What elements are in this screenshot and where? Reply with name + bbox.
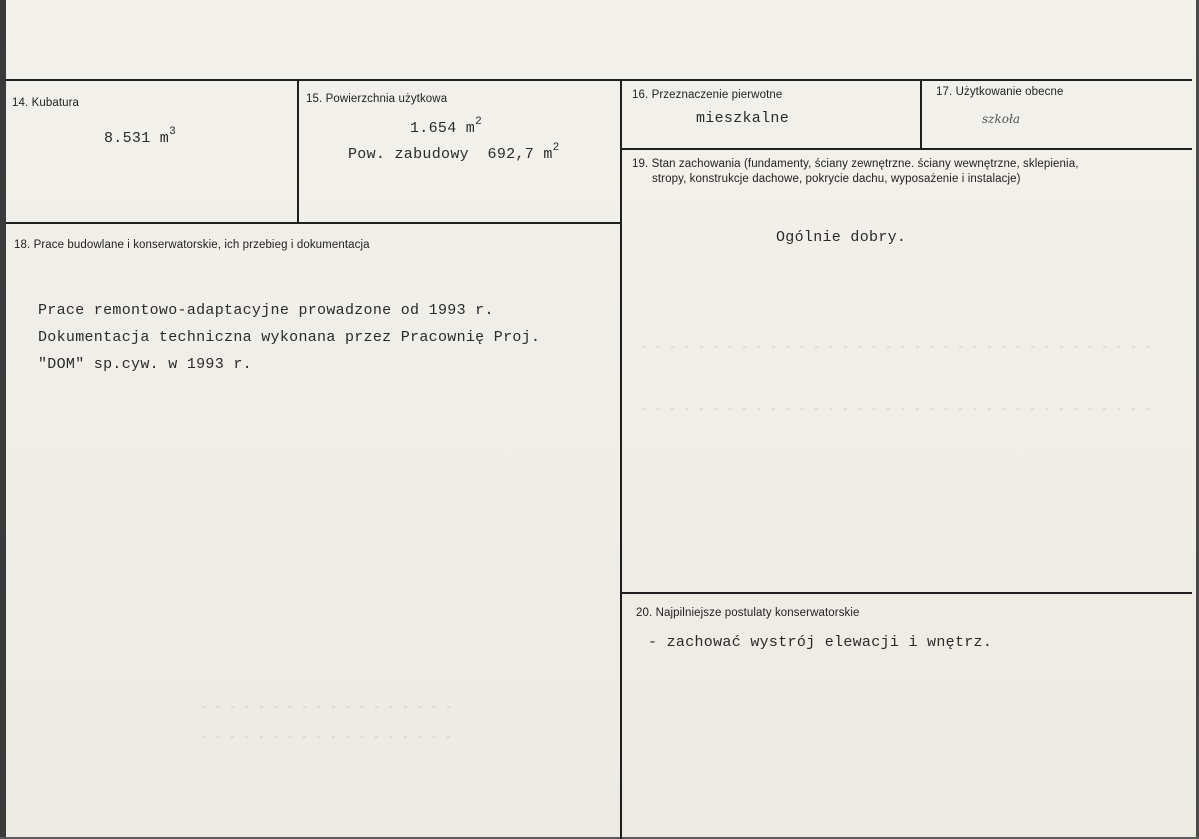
field-19-label-line-2: stropy, konstrukcje dachowe, pokrycie dachu, wyposażenie i instalacje) — [652, 173, 1021, 185]
rule-below-16-17 — [620, 148, 1192, 150]
field-20-label: 20. Najpilniejsze postulaty konserwatorskie — [636, 607, 860, 619]
divider-14-15 — [297, 80, 299, 223]
divider-16-17 — [920, 80, 922, 149]
field-18-line-1: Prace remontowo-adaptacyjne prowadzone od 1993 r. — [38, 302, 494, 319]
field-17-value: szkoła — [982, 112, 1021, 126]
show-through-text: - - - - - - - - - - - - - - - - - - - - - - - - - - - - - - - - - - - - — [640, 402, 1152, 416]
field-18-label: 18. Prace budowlane i konserwatorskie, ich przebieg i dokumentacja — [14, 239, 370, 251]
scan-edge-left — [0, 0, 6, 839]
field-14-value: 8.531 $m^3$ — [104, 126, 177, 147]
show-through-text: - - - - - - - - - - - - - - - - - - — [200, 730, 453, 744]
field-19-label-line-1: 19. Stan zachowania (fundamenty, ściany zewnętrzne. ściany wewnętrzne, sklepienia, — [632, 158, 1079, 170]
field-16-value: mieszkalne — [696, 110, 790, 127]
show-through-text: - - - - - - - - - - - - - - - - - - — [200, 700, 453, 714]
show-through-text: - - - - - - - - - - - - - - - - - - - - - - - - - - - - - - - - - - - - — [640, 340, 1152, 354]
field-15-value: 1.654 $m^2$ — [410, 116, 483, 137]
field-15-label: 15. Powierzchnia użytkowa — [306, 93, 448, 105]
divider-main — [620, 80, 622, 839]
field-16-label: 16. Przeznaczenie pierwotne — [632, 89, 783, 101]
top-rule — [6, 79, 1192, 81]
field-18-line-2: Dokumentacja techniczna wykonana przez Pracownię Proj. — [38, 329, 541, 346]
field-18-line-3: "DOM" sp.cyw. w 1993 r. — [38, 356, 252, 373]
field-15-value-2: Pow. zabudowy 692,7 $m^2$ — [348, 142, 560, 163]
rule-above-20 — [622, 592, 1192, 594]
rule-below-row1 — [6, 222, 620, 224]
field-19-value: Ogólnie dobry. — [776, 229, 907, 246]
field-17-label: 17. Użytkowanie obecne — [936, 86, 1064, 98]
field-20-value: - zachować wystrój elewacji i wnętrz. — [648, 634, 993, 651]
field-14-label: 14. Kubatura — [12, 97, 80, 109]
